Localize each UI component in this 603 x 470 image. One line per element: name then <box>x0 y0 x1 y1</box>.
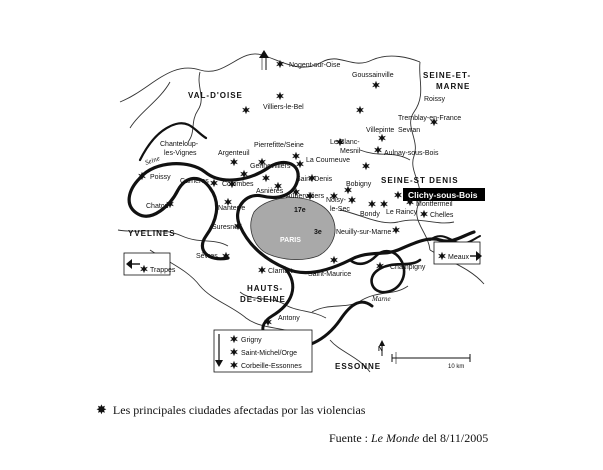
trappes-callout <box>124 253 176 275</box>
marne-label: Marne <box>372 295 391 303</box>
city-chatou: Chatou <box>146 203 169 210</box>
city-grigny: Grigny <box>241 337 262 344</box>
city-noisy-1: Noisy- <box>326 197 346 204</box>
star-burst-icon <box>292 152 300 160</box>
star-burst-icon <box>378 134 386 142</box>
city-bondy: Bondy <box>360 211 380 218</box>
city-poissy: Poissy <box>150 174 171 181</box>
city-nanterre: Nanterre <box>218 205 246 212</box>
star-burst-icon <box>296 160 304 168</box>
dept-hauts-de-seine-1: HAUTS- <box>247 284 284 293</box>
source-line <box>329 431 488 446</box>
source-publication: Le Monde <box>371 431 420 445</box>
nogent-callout <box>259 50 269 70</box>
city-meaux: Meaux <box>448 254 470 261</box>
star-burst-icon <box>392 226 400 234</box>
city-roissy: Roissy <box>424 96 446 103</box>
dept-seine-et-marne-2: MARNE <box>436 82 471 91</box>
city-le-blanc-mesnil-2: Mesnil <box>340 148 361 155</box>
star-burst-icon <box>420 210 428 218</box>
source-suffix: del 8/11/2005 <box>419 431 489 445</box>
star-burst-icon <box>242 106 250 114</box>
arr-3-label: 3e <box>314 229 322 236</box>
star-burst-icon <box>348 196 356 204</box>
compass-rose <box>378 340 385 356</box>
city-antony: Antony <box>278 315 300 322</box>
city-nogent: Nogent-sur-Oise <box>289 62 341 69</box>
star-burst-icon: ✸ <box>96 402 107 417</box>
dept-seine-st-denis: SEINE-ST DENIS <box>381 176 459 185</box>
paris-area <box>251 198 335 260</box>
city-chanteloup-2: les-Vignes <box>164 150 197 157</box>
seine-label: Seine <box>143 154 161 167</box>
city-clamart: Clamart <box>268 268 293 275</box>
star-burst-icon <box>356 106 364 114</box>
city-montfermeil: Montfermeil <box>416 201 453 208</box>
city-aubervilliers: Aubervilliers <box>286 193 325 200</box>
city-saint-denis: Saint-Denis <box>296 176 333 183</box>
city-le-raincy: Le Raincy <box>386 209 418 216</box>
city-villiers-le-bel: Villiers-le-Bel <box>263 104 304 111</box>
city-le-blanc-mesnil-1: Le Blanc- <box>330 139 360 146</box>
city-neuilly-marne: Neuilly-sur-Marne <box>336 229 392 236</box>
city-sevran: Sevran <box>398 127 421 134</box>
star-burst-icon <box>276 92 284 100</box>
meaux-callout <box>434 242 482 264</box>
dept-yvelines: YVELINES <box>128 229 176 238</box>
city-argenteuil: Argenteuil <box>218 150 250 157</box>
star-burst-icon <box>372 81 380 89</box>
arr-17-label: 17e <box>294 207 306 214</box>
city-trappes: Trappes <box>150 267 176 274</box>
svg-text:N: N <box>378 346 384 353</box>
city-champigny: Champigny <box>390 264 426 271</box>
city-asnieres: Asnières <box>256 188 284 195</box>
city-aulnay: Aulnay-sous-Bois <box>384 150 439 157</box>
city-pierrefitte: Pierrefitte/Seine <box>254 142 304 149</box>
city-corbeille: Corbeille-Essonnes <box>241 363 302 370</box>
legend-text: Les principales ciudades afectadas por las violencias <box>112 402 366 417</box>
city-colombes: Colombes <box>222 181 254 188</box>
city-la-courneuve: La Courneuve <box>306 157 350 164</box>
south-callout <box>214 330 312 372</box>
star-burst-icon <box>258 266 266 274</box>
city-suresnes: Suresnes <box>212 224 242 231</box>
legend <box>96 402 365 418</box>
city-bobigny: Bobigny <box>346 181 372 188</box>
city-chelles: Chelles <box>430 212 454 219</box>
paris-label: PARIS <box>280 237 301 244</box>
dept-val-doise: VAL-D'OISE <box>188 91 243 100</box>
star-burst-icon <box>394 191 402 199</box>
city-villepinte: Villepinte <box>366 127 395 134</box>
star-burst-icon <box>368 200 376 208</box>
scale-bar <box>392 352 470 370</box>
city-clichy-sous-bois: Clichy-sous-Bois <box>408 190 478 200</box>
svg-text:10 km: 10 km <box>448 364 465 370</box>
star-burst-icon <box>362 162 370 170</box>
dept-hauts-de-seine-2: DE-SEINE <box>240 295 286 304</box>
star-burst-icon <box>230 158 238 166</box>
city-goussainville: Goussainville <box>352 72 394 79</box>
city-gennevilliers: Gennevilliers <box>250 163 291 170</box>
dept-essonne: ESSONNE <box>335 362 382 371</box>
city-saint-michel: Saint-Michel/Orge <box>241 350 298 357</box>
seine-loop-west <box>129 178 228 259</box>
star-burst-icon <box>210 179 218 187</box>
star-burst-icon <box>380 200 388 208</box>
source-prefix: Fuente : <box>329 431 371 445</box>
city-tremblay: Tremblay-en-France <box>398 115 462 122</box>
city-sevres: Sèvres <box>196 253 218 260</box>
star-burst-icon <box>374 146 382 154</box>
city-chanteloup-1: Chanteloup- <box>160 141 199 148</box>
city-carrieres: Carrières <box>180 178 209 185</box>
dept-seine-et-marne-1: SEINE-ET- <box>423 71 472 80</box>
star-burst-icon <box>330 256 338 264</box>
star-burst-icon <box>262 174 270 182</box>
city-saint-maurice: Saint-Maurice <box>308 271 352 278</box>
city-noisy-2: le-Sec <box>330 206 350 213</box>
